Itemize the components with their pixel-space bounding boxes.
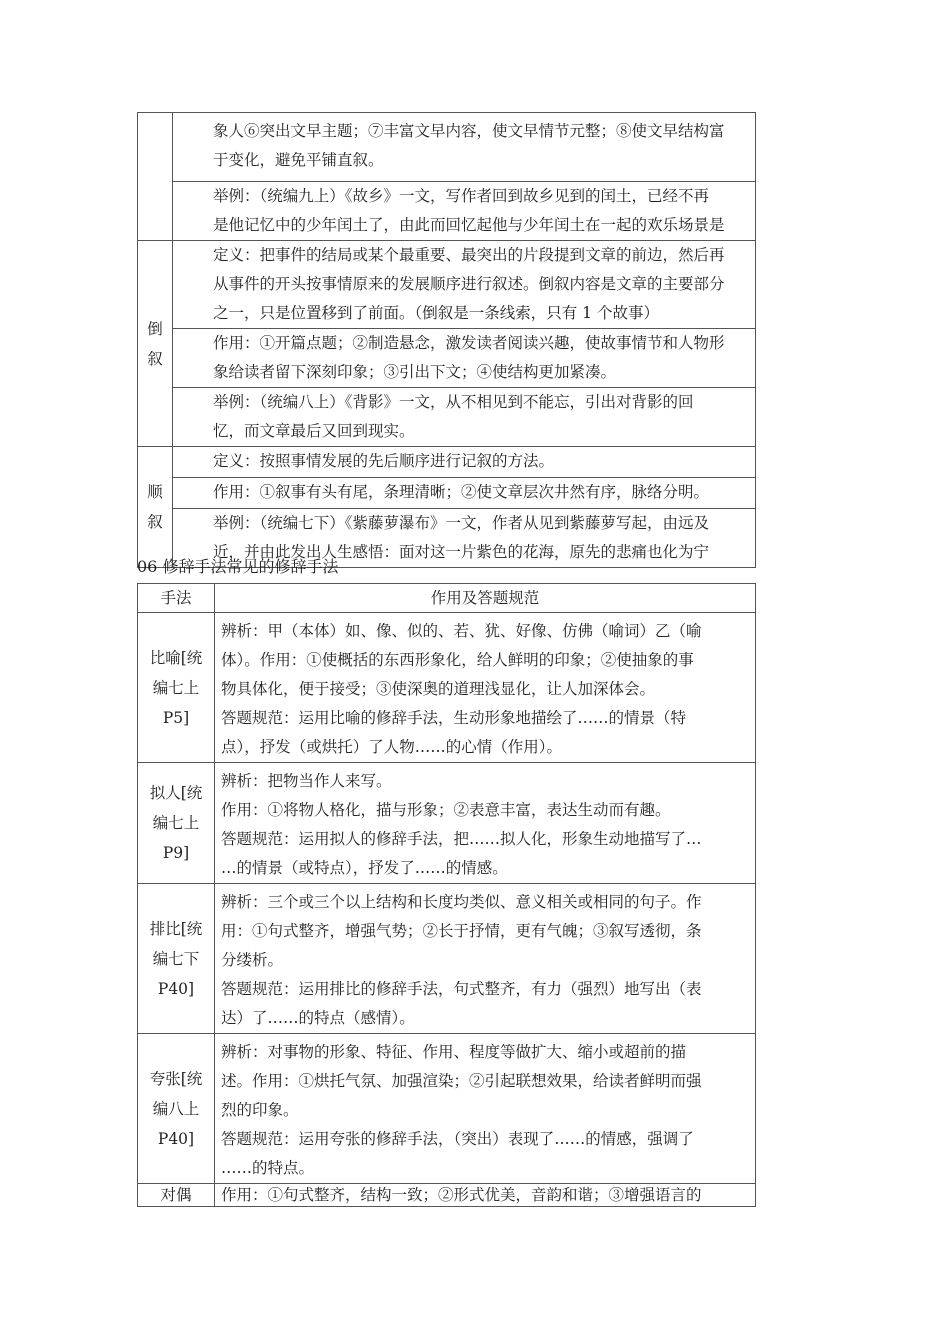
content-cell: [215, 613, 756, 763]
content-cell: [215, 763, 756, 884]
table-cell: [173, 447, 756, 478]
method-cell: [138, 1034, 215, 1184]
table-cell: [173, 329, 756, 388]
text-line: 象人⑥突出文早主题；⑦丰富文早内容，使文早情节元整；⑧使文早结构富: [213, 122, 725, 140]
text-line: 定义：把事件的结局或某个最重要、最突出的片段提到文章的前边，然后再: [213, 246, 725, 264]
text-line: 分缕析。: [221, 951, 284, 969]
text-line: 象给读者留下深刻印象；③引出下文；④使结构更加紧凑。: [213, 363, 617, 381]
text-line: 辨析：对事物的形象、特征、作用、程度等做扩大、缩小或超前的描: [221, 1043, 687, 1061]
method-cell: [138, 1184, 215, 1207]
method-line: 编七上: [152, 678, 200, 697]
label-text: 倒叙: [147, 319, 163, 368]
table-row: [138, 329, 756, 388]
text-line: 忆，而文章最后又回到现实。: [213, 422, 415, 440]
method-cell: [138, 613, 215, 763]
text-line: 是他记忆中的少年闰土了，由此而回忆起他与少年闰土在一起的欢乐场景是: [213, 216, 725, 234]
text-line: 答题规范：运用夸张的修辞手法，（突出）表现了……的情感，强调了: [221, 1130, 694, 1148]
text-line: 举例：（统编八上）《背影》一文，从不相见到不能忘，引出对背影的回: [213, 393, 694, 411]
method-line: 对偶: [160, 1186, 192, 1204]
narration-table: [137, 112, 756, 568]
text-line: 近，并由此发出人生感悟：面对这一片紫色的花海，原先的悲痛也化为宁: [213, 543, 710, 561]
text-line: 达）了……的特点（感情）。: [221, 1009, 415, 1027]
text-line: 体）。作用：①使概括的东西形象化，给人鲜明的印象；②使抽象的事: [221, 651, 694, 669]
table-row: [138, 113, 756, 182]
table-row: [138, 613, 756, 763]
header-usage: 作用及答题规范: [215, 584, 756, 613]
text-line: 辨析：甲（本体）如、像、似的、若、犹、好像、仿佛（喻词）乙（喻: [221, 622, 702, 640]
text-line: 举例：（统编九上）《故乡》一文，写作者回到故乡见到的闰土，已经不再: [213, 187, 710, 205]
table-row: [138, 1034, 756, 1184]
text-line: ……的特点。: [221, 1159, 315, 1177]
text-line: 物具体化，便于接受；③使深奥的道理浅显化，让人加深体会。: [221, 680, 656, 698]
table-row: [138, 884, 756, 1034]
table-cell: [173, 241, 756, 329]
table-row: [138, 447, 756, 478]
text-line: 作用：①将物人格化，描与形象；②表意丰富，表达生动而有趣。: [221, 801, 671, 819]
text-line: 举例：（统编七下）《紫藤萝瀑布》一文，作者从见到紫藤萝写起，由远及: [213, 514, 710, 532]
text-line: 烈的印象。: [221, 1101, 299, 1119]
method-line: 编七上: [152, 814, 200, 832]
text-line: 述。作用：①烘托气氛、加强渲染；②引起联想效果，给读者鲜明而强: [221, 1072, 702, 1090]
table-row: [138, 478, 756, 509]
table-header-row: [138, 584, 756, 613]
label-text: 顺叙: [147, 483, 163, 531]
row-label-empty: [138, 113, 173, 241]
method-line: 排比[统: [149, 919, 203, 938]
table-row: [138, 182, 756, 241]
content-cell: [215, 1034, 756, 1184]
table-row: [138, 763, 756, 884]
text-line: 用：①句式整齐，增强气势；②长于抒情，更有气魄；③叙写透彻，条: [221, 922, 702, 940]
text-line: 从事件的开头按事情原来的发展顺序进行叙述。倒叙内容是文章的主要部分: [213, 275, 725, 293]
row-label-daoxu: [138, 241, 173, 447]
table-row: [138, 1184, 756, 1207]
table-row: [138, 388, 756, 447]
text-line: 作用：①句式整齐，结构一致；②形式优美，音韵和谐；③增强语言的: [221, 1186, 702, 1204]
method-line: P5]: [162, 708, 190, 727]
section-heading: 06 修辞手法常见的修辞手法: [137, 557, 339, 576]
table-cell: [173, 182, 756, 241]
method-line: 夸张[统: [149, 1069, 203, 1088]
header-method: 手法: [138, 584, 215, 613]
text-line: 于变化，避免平铺直叙。: [213, 151, 384, 169]
text-line: 辨析：把物当作人来写。: [221, 772, 392, 790]
row-label-shunxu: [138, 447, 173, 568]
text-line: 作用：①叙事有头有尾，条理清晰；②使文章层次井然有序，脉络分明。: [213, 483, 710, 501]
method-line: 拟人[统: [149, 784, 203, 802]
text-line: 答题规范：运用比喻的修辞手法，生动形象地描绘了……的情景（特: [221, 709, 687, 727]
table-row: [138, 241, 756, 329]
method-cell: [138, 884, 215, 1034]
method-line: P9]: [162, 844, 190, 862]
method-line: 编七下: [152, 949, 200, 968]
text-line: 点），抒发（或烘托）了人物……的心情（作用）。: [221, 738, 563, 756]
table-cell: [173, 388, 756, 447]
text-line: 之一，只是位置移到了前面。（倒叙是一条线索，只有 1 个故事）: [213, 304, 659, 322]
table-cell: [173, 113, 756, 182]
table-cell: [173, 478, 756, 509]
method-cell: [138, 763, 215, 884]
text-line: 作用：①开篇点题；②制造悬念，激发读者阅读兴趣，使故事情节和人物形: [213, 334, 725, 352]
rhetoric-table: [137, 583, 756, 1207]
text-line: 答题规范：运用排比的修辞手法，句式整齐，有力（强烈）地写出（表: [221, 980, 702, 998]
method-line: 比喻[统: [149, 648, 203, 667]
text-line: …的情景（或特点），抒发了……的情感。: [221, 859, 508, 877]
content-cell: [215, 884, 756, 1034]
method-line: 编八上: [152, 1099, 200, 1118]
text-line: 答题规范：运用拟人的修辞手法，把……拟人化，形象生动地描写了…: [221, 830, 702, 848]
text-line: 定义：按照事情发展的先后顺序进行记叙的方法。: [213, 452, 555, 470]
method-line: P40]: [157, 979, 195, 998]
content-cell: [215, 1184, 756, 1207]
method-line: P40]: [157, 1129, 195, 1148]
text-line: 辨析：三个或三个以上结构和长度均类似、意义相关或相同的句子。作: [221, 893, 702, 911]
